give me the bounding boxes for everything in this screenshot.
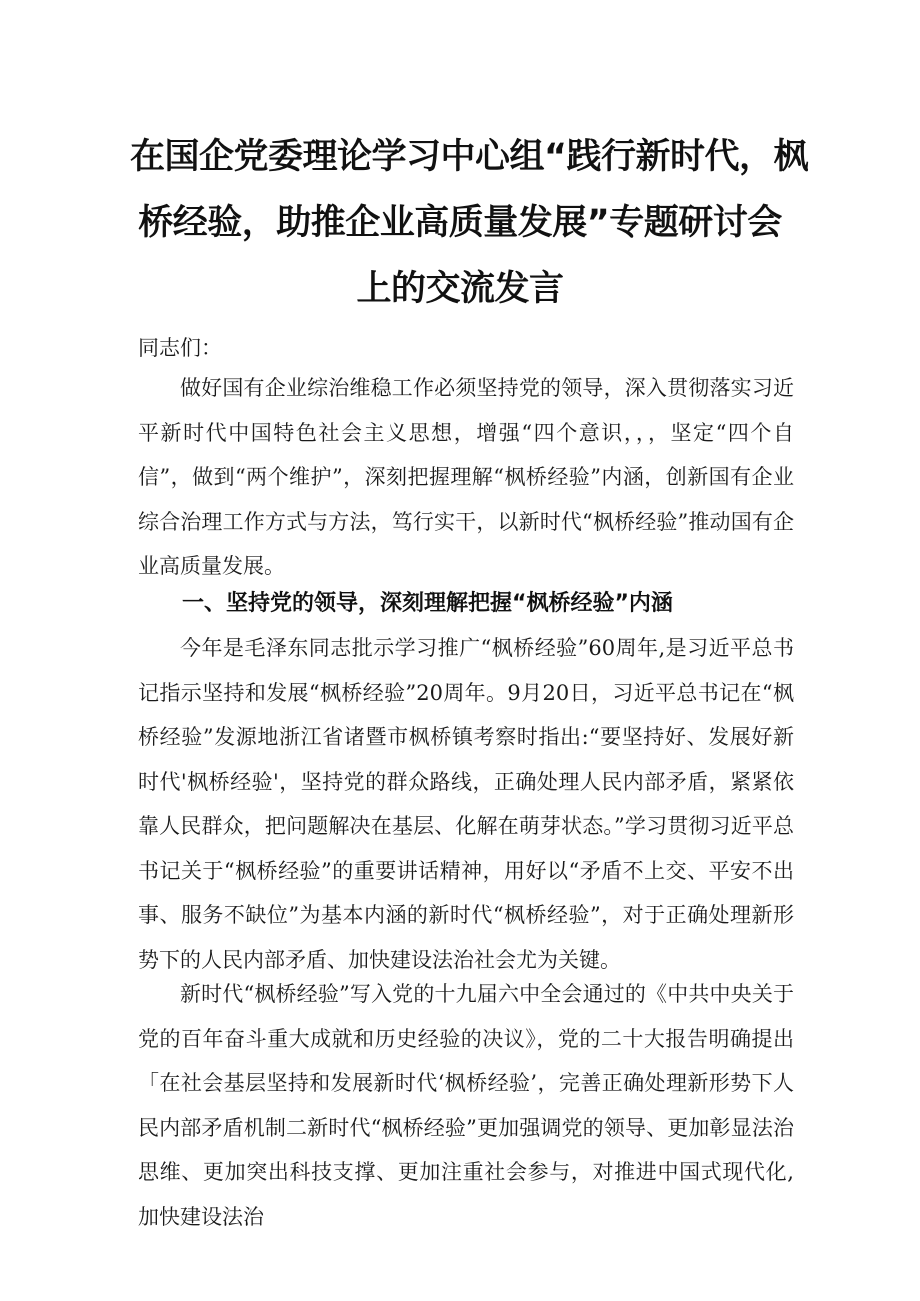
paragraph-background: 今年是毛泽东同志批示学习推广“枫桥经验”60周年,是习近平总书记指示坚持和发展“枫桥经验”20周年。9月20日，习近平总书记在“枫桥经验”发源地浙江省诸暨市枫桥镇考察时指出:“要坚持好、发展好新时代'枫桥经验'，坚持党的群众路线，正确处理人民内部矛盾，紧紧依靠人民群众，把问题解决在基层、化解在萌芽状态。”学习贯彻习近平总书记关于“枫桥经验”的重要讲话精神，用好以“矛盾不上交、平安不出事、服务不缺位”为基本内涵的新时代“枫桥经验”，对于正确处理新形势下的人民内部矛盾、加快建设法治社会尤为关键。 xyxy=(138,636,794,972)
title-line-3: 上的交流发言 xyxy=(356,269,564,309)
title-line-2: 桥经验，助推企业高质量发展”专题研讨会 xyxy=(138,203,782,243)
paragraph-intro: 做好国有企业综治维稳工作必须坚持党的领导，深入贯彻落实习近平新时代中国特色社会主义思想，增强“四个意识，，，坚定“四个自信”，做到“两个维护”，深刻把握理解“枫桥经验”内涵，创新国有企业综合治理工作方式与方法，笃行实干，以新时代“枫桥经验”推动国有企业高质量发展。 xyxy=(138,376,794,578)
paragraph-new-era: 新时代“枫桥经验”写入党的十九届六中全会通过的《中共中央关于党的百年奋斗重大成就和历史经验的决议》，党的二十大报告明确提出「在社会基层坚持和发展新时代‘枫桥经验’，完善正确处理新形势下人民内部矛盾机制二新时代“枫桥经验”更加强调党的领导、更加彰显法治思维、更加突出科技支撑、更加注重社会参与，对推进中国式现代化,加快建设法治 xyxy=(138,982,794,1229)
section-heading: 一、坚持党的领导，深刻理解把握“枫桥经验”内涵 xyxy=(182,591,673,616)
salutation: 同志们： xyxy=(138,336,222,360)
document-title xyxy=(130,124,809,322)
title-line-1: 在国企党委理论学习中心组“践行新时代，枫 xyxy=(130,137,809,177)
